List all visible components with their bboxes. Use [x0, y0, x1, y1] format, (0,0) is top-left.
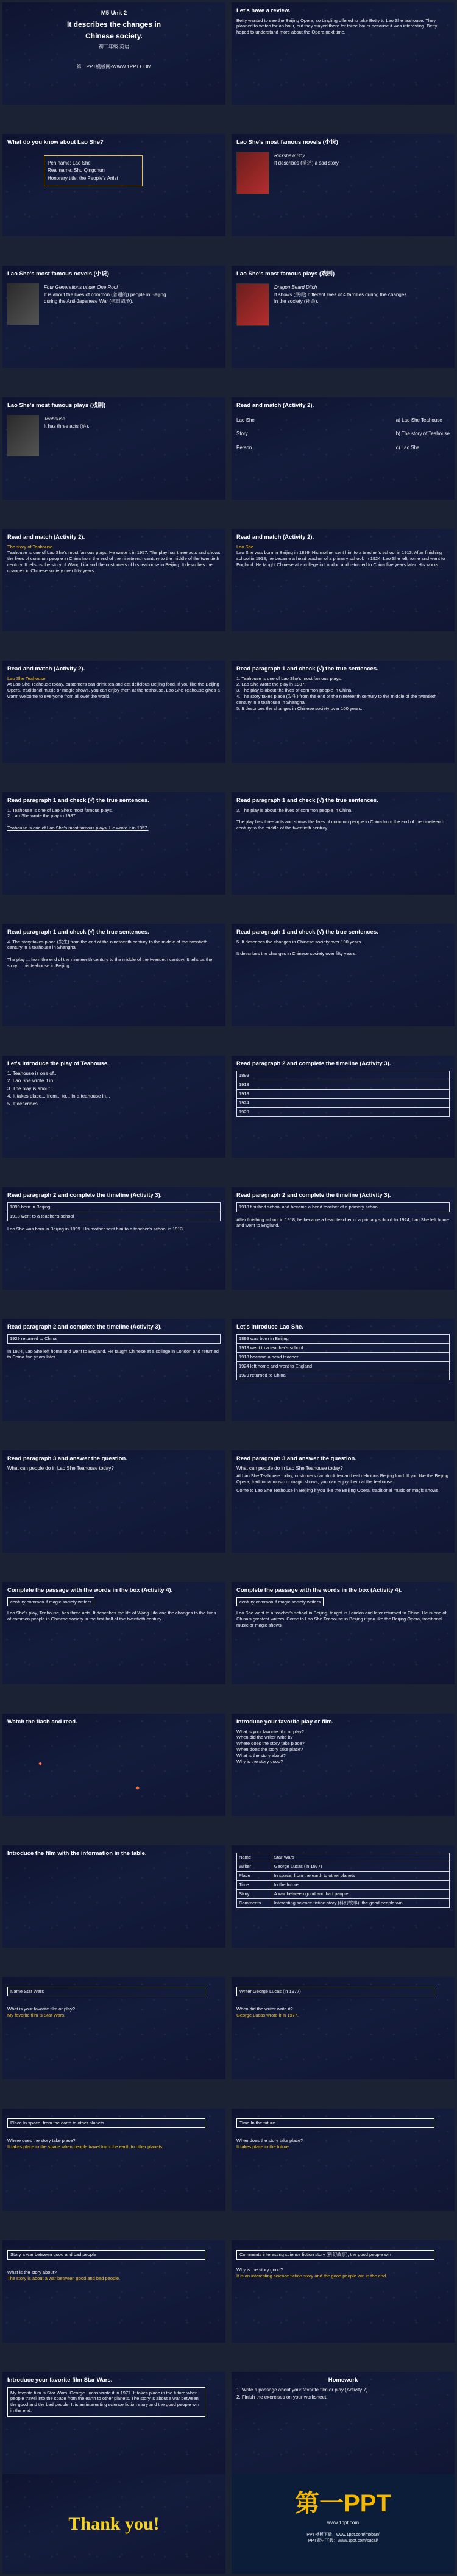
passage-text: Lao She was born in Beijing in 1899. His mother sent him to a teacher's school in 1913. After finishing school in 1918, he became a head teacher of a primary school. In 1924, Lao She left home and went to England. He taught Chinese at a college in London and returned to China five years later. His works... [236, 550, 445, 568]
answer-text: It takes place in the space when people travel from the earth to other planets. [7, 2143, 164, 2149]
slide-heading: Read paragraph 1 and check (√) the true sentences. [236, 665, 378, 672]
slide-film-name [2, 1977, 225, 2079]
slide-match-1 [232, 397, 455, 500]
passage-box [7, 2387, 205, 2418]
answer-text: The play has three acts and shows the lives of common people in China from the end of the nineteenth century to the middle of the twentieth century. [236, 819, 445, 831]
slide-heading: Introduce your favorite play or film. [236, 1719, 334, 1725]
passage-text: Lao She went to a teacher's school in Beijing, taught in London and later returned to China. He is one of China's greatest writers. Come to Lao She Teahouse in Beijing if you like the Beijing Opera, traditional music or magic shows. [236, 1610, 447, 1628]
question-item: When did the writer write it? [236, 1734, 293, 1740]
homework-item: 1. Write a passage about your favorite film or play (Activity 7). [236, 2386, 369, 2393]
book-desc: It has three acts (幕). [44, 424, 90, 430]
question-text: What is the story about? [7, 2269, 57, 2275]
slide-match-2 [2, 529, 225, 631]
timeline-table [7, 1334, 221, 1344]
answer-text: In 1924, Lao She left home and went to England. He taught Chinese at a college in London and returned to China five years later. [7, 1348, 219, 1360]
book-desc: It shows (展现) different lives of 4 families during the changes in the society (社会). [274, 292, 407, 304]
slide-film-writer [232, 1977, 455, 2079]
slide-star-wars [2, 2372, 225, 2474]
check-item[interactable]: 4. The story takes place (发生) from the end of the nineteenth century to the middle of the twentieth century in a teahouse in Shanghai. [7, 939, 208, 951]
film-row: Time In the future [236, 2118, 434, 2128]
answer-text: The play ... from the end of the nineteenth century to the middle of the twentieth century. It tells us the story ... his teahouse in Beijing. [7, 957, 213, 969]
timeline-row: 1913 went to a teacher's school [8, 1212, 221, 1221]
prompt-item: 3. The play is about... [7, 1085, 54, 1091]
slide-heading: Lao She's most famous novels (小说) [236, 139, 338, 146]
book-cover-image [236, 283, 269, 326]
table-cell: Story [237, 1890, 272, 1899]
check-item[interactable]: 2. Lao She wrote the play in 1987. [236, 681, 306, 687]
link-text[interactable]: PPT素材下载：www.1ppt.com/sucai/ [308, 2538, 378, 2543]
slide-heading: Read paragraph 3 and answer the question. [236, 1455, 356, 1462]
question-item: When does the story take place? [236, 1747, 303, 1753]
timeline-row: 1913 went to a teacher's school [237, 1343, 450, 1352]
timeline-row: 1924 left home and went to England [237, 1361, 450, 1371]
star-decoration [136, 1786, 140, 1790]
book-name: Dragon Beard Ditch [274, 284, 317, 290]
timeline-year: 1918 [237, 1089, 450, 1098]
slide-heading: Lao She's most famous novels (小说) [7, 271, 109, 277]
film-row: Name Star Wars [7, 1987, 205, 1996]
slide-heading: Read paragraph 1 and check (√) the true sentences. [236, 929, 378, 935]
film-row: Comments interesting science fiction story (科幻故事), the good people win [236, 2250, 434, 2260]
word-box: century common if magic society writers [7, 1597, 94, 1607]
slide-passage-1 [2, 1582, 225, 1684]
book-name: Four Generations under One Roof [44, 284, 118, 290]
slide-heading: Read and match (Activity 2). [7, 534, 85, 541]
timeline-year: 1899 [237, 1071, 450, 1080]
timeline-table [7, 1202, 221, 1221]
question-item: Why is the story good? [236, 1758, 283, 1764]
answer-text: The story is about a war between good and bad people. [7, 2275, 121, 2281]
match-target[interactable]: c) Lao She [395, 444, 420, 450]
slide-homework [232, 2372, 455, 2474]
slide-plays-1 [232, 266, 455, 368]
question-text: When did the writer write it? [236, 2006, 293, 2012]
slide-heading: Read paragraph 1 and check (√) the true sentences. [7, 797, 149, 804]
book-cover-image [7, 283, 39, 325]
book-desc: It describes (描述) a sad story. [274, 160, 340, 166]
slide-heading: Read paragraph 3 and answer the question. [7, 1455, 127, 1462]
slide-film-place [2, 2109, 225, 2211]
timeline-year: 1924 [237, 1098, 450, 1107]
slide-watch-flash [2, 1714, 225, 1816]
passage-text: My favorite film is Star Wars. George Lucas wrote it in 1977. It takes place in the future when people travel into the space from the earth to other planets. The story is about a war between the good and the bad people. It is an interesting science fiction story and the good people win in the end. [10, 2390, 199, 2414]
question-text: What can people do in Lao She Teahouse today? [7, 1465, 114, 1471]
timeline-row: 1918 became a head teacher [237, 1352, 450, 1361]
slide-match-4 [2, 661, 225, 763]
footer-text: 第一PPT模板网-WWW.1PPT.COM [76, 63, 152, 69]
question-text: Where does the story take place? [7, 2137, 76, 2143]
slide-novels-1 [232, 134, 455, 236]
prompt-item: 2. Lao She wrote it in... [7, 1078, 57, 1084]
slide-logo [232, 2474, 455, 2574]
check-item[interactable]: 1. Teahouse is one of Lao She's most famous plays. [7, 807, 113, 813]
slide-timeline-4 [2, 1319, 225, 1421]
match-item[interactable]: Lao She [236, 417, 255, 423]
film-table [236, 1853, 450, 1908]
slide-question-2 [232, 1450, 455, 1553]
check-item[interactable]: 5. It describes the changes in Chinese society over 100 years. [236, 705, 363, 711]
answer-text: It is an interesting science fiction story and the good people win in the end. [236, 2273, 388, 2279]
passage-text: Teahouse is one of Lao She's most famous plays. He wrote it in 1957. The play has three acts and shows the lives of common people in China from the end of the nineteenth century to the middle of the twentieth century. It tells us the story of Wang Lifa and the customers of his teahouse in Beijing. It describes the changes in Chinese society over fifty years. [7, 550, 221, 574]
pen-name: Pen name: Lao She [48, 160, 91, 166]
slide-heading: Read paragraph 2 and complete the timeline (Activity 3). [236, 1192, 391, 1199]
table-cell: Name [237, 1853, 272, 1862]
slide-plays-2 [2, 397, 225, 500]
thank-you-text: Thank you! [68, 2513, 160, 2534]
book-desc: It is about the lives of common (普通的) people in Beijing during the Anti-Japanese War (抗日战争). [44, 292, 166, 304]
answer-text: It describes the changes in Chinese society over fifty years. [236, 951, 357, 957]
slide-timeline-3 [232, 1187, 455, 1290]
slide-heading: Complete the passage with the words in the box (Activity 4). [236, 1587, 402, 1594]
match-item[interactable]: Person [236, 444, 252, 450]
unit-label: M5 Unit 2 [101, 10, 127, 16]
timeline-row: 1929 returned to China [8, 1334, 221, 1343]
slide-introduce-laoshe [232, 1319, 455, 1421]
prompt-item: 5. It describes... [7, 1101, 42, 1107]
slide-heading: Read paragraph 1 and check (√) the true sentences. [236, 797, 378, 804]
slide-introduce-film [2, 1845, 225, 1948]
slide-check-3 [232, 792, 455, 895]
match-item[interactable]: Story [236, 431, 248, 437]
homework-item: 2. Finish the exercises on your worksheet. [236, 2394, 328, 2400]
slide-heading: Let's introduce the play of Teahouse. [7, 1060, 109, 1067]
table-cell: A war between good and bad people [272, 1890, 449, 1899]
slide-thanks [2, 2474, 225, 2574]
question-text: When does the story take place? [236, 2137, 303, 2143]
table-cell: George Lucas (in 1977) [272, 1862, 449, 1872]
slide-heading: Watch the flash and read. [7, 1719, 77, 1725]
slide-title [2, 2, 225, 105]
match-target[interactable]: b) The story of Teahouse [395, 431, 450, 437]
slide-check-1 [232, 661, 455, 763]
prompt-item: 1. Teahouse is one of... [7, 1070, 58, 1076]
passage-label: Lao She [236, 544, 253, 550]
title-line-2: Chinese society. [85, 32, 143, 41]
question-text: Why is the story good? [236, 2266, 283, 2273]
table-cell: Interesting science fiction story (科幻故事), the good people win [272, 1899, 449, 1908]
film-row: Place In space, from the earth to other planets [7, 2118, 205, 2128]
timeline-table [236, 1334, 450, 1380]
link-text[interactable]: PPT模板下载：www.1ppt.com/moban/ [306, 2533, 380, 2538]
book-cover-image [236, 152, 269, 194]
slide-heading: Read paragraph 2 and complete the timeline (Activity 3). [236, 1060, 391, 1067]
slide-check-2 [2, 792, 225, 895]
table-cell: In space, from the earth to other planets [272, 1872, 449, 1881]
film-row: Writer George Lucas (in 1977) [236, 1987, 434, 1996]
answer-text: After finishing school in 1918, he became a head teacher of a primary school. In 1924, Lao She left home and went to England. [236, 1216, 449, 1229]
timeline-year: 1929 [237, 1107, 450, 1116]
question-text: What is your favorite film or play? [7, 2006, 75, 2012]
slide-heading: Complete the passage with the words in the box (Activity 4). [7, 1587, 173, 1594]
slide-heading: Introduce the film with the information in the table. [7, 1850, 147, 1857]
slide-heading: Introduce your favorite film Star Wars. [7, 2377, 113, 2383]
passage-text: Lao She's play, Teahouse, has three acts. It describes the life of Wang Lifa and the changes to the lives of common people in Chinese society in the first half of the twentieth century. [7, 1610, 216, 1622]
table-cell: In the future [272, 1881, 449, 1890]
slide-check-4 [2, 924, 225, 1026]
table-cell: Place [237, 1872, 272, 1881]
answer-text: George Lucas wrote it in 1977. [236, 2012, 299, 2018]
timeline-table [236, 1071, 450, 1117]
answer-text: Teahouse is one of Lao She's most famous plays. He wrote it in 1957. [7, 825, 149, 831]
slide-match-3 [232, 529, 455, 631]
book-name: Teahouse [44, 416, 65, 422]
slide-film-comments [232, 2240, 455, 2343]
answer-text: It takes place in the future. [236, 2143, 290, 2149]
slide-heading: What do you know about Lao She? [7, 139, 104, 146]
slide-novels-2 [2, 266, 225, 368]
slide-check-5 [232, 924, 455, 1026]
slide-heading: Read paragraph 1 and check (√) the true sentences. [7, 929, 149, 935]
slide-review [232, 2, 455, 105]
slide-heading: Read and match (Activity 2). [7, 665, 85, 672]
slide-heading: Read paragraph 2 and complete the timeline (Activity 3). [7, 1192, 162, 1199]
review-text: Betty wanted to see the Beijing Opera, so Lingling offered to take Betty to Lao She teahouse. They planned to watch for an hour, but they stayed there for three hours because it was interesting. Betty hoped to understand more about the Opera next time. [236, 17, 438, 35]
slide-heading: Read and match (Activity 2). [236, 402, 314, 409]
title-line-1: It describes the changes in [66, 20, 161, 29]
check-item[interactable]: 1. Teahouse is one of Lao She's most famous plays. [236, 675, 342, 681]
timeline-row: 1929 returned to China [237, 1371, 450, 1380]
book-name: Rickshaw Boy [274, 152, 305, 158]
question-item: Where does the story take place? [236, 1740, 305, 1747]
slide-heading: Let's have a review. [236, 7, 291, 14]
slide-film-time [232, 2109, 455, 2211]
slide-timeline-2 [2, 1187, 225, 1290]
slide-heading: Lao She's most famous plays (戏剧) [236, 271, 335, 277]
slide-heading: Lao She's most famous plays (戏剧) [7, 402, 106, 409]
match-target[interactable]: a) Lao She Teahouse [395, 417, 442, 423]
star-decoration [38, 1762, 42, 1765]
subtitle: 初二年级 英语 [98, 44, 130, 50]
slide-favorite-film [232, 1714, 455, 1816]
slide-heading: Let's introduce Lao She. [236, 1324, 303, 1330]
timeline-year: 1913 [237, 1080, 450, 1089]
passage-text: At Lao She Teahouse today, customers can drink tea and eat delicious Beijing food. If you like the Beijing Opera, traditional music or magic shows, you can enjoy them at the teahouse. Lao She Teahouse gives a warm welcome to everyone from all over the world. [7, 681, 220, 700]
passage-label: Lao She Teahouse [7, 675, 46, 681]
timeline-row: 1899 was born in Beijing [237, 1334, 450, 1343]
honorary-title: Honorary title: the People's Artist [48, 175, 118, 181]
timeline-row: 1918 finished school and became a head teacher of a primary school [237, 1202, 450, 1212]
slide-film-table [232, 1845, 455, 1948]
answer-text-2: Come to Lao She Teahouse in Beijing if you like the Beijing Opera, traditional music or magic shows. [236, 1487, 440, 1493]
slide-heading: Homework [328, 2377, 358, 2383]
slide-heading: Read and match (Activity 2). [236, 534, 314, 541]
check-item[interactable]: 5. It describes the changes in Chinese society over 100 years. [236, 939, 363, 945]
word-box: century common if magic society writers [236, 1597, 324, 1607]
timeline-row: 1899 born in Beijing [8, 1202, 221, 1212]
real-name: Real name: Shu Qingchun [48, 168, 105, 174]
prompt-item: 4. It takes place... from... to... in a teahouse in... [7, 1093, 110, 1099]
check-item[interactable]: 3. The play is about the lives of common people in China. [236, 687, 353, 694]
slide-know-laoshe [2, 134, 225, 236]
logo-url[interactable]: www.1ppt.com [327, 2519, 360, 2525]
timeline-table [236, 1202, 450, 1212]
slide-question-1 [2, 1450, 225, 1553]
answer-text: At Lao She Teahouse today, customers can drink tea and eat delicious Beijing food. If you like the Beijing Opera, traditional music or magic shows, you can enjoy them at the teahouse. [236, 1473, 448, 1485]
book-cover-image [7, 415, 39, 456]
check-item[interactable]: 2. Lao She wrote the play in 1987. [7, 813, 77, 819]
check-item[interactable]: 4. The story takes place (发生) from the end of the nineteenth century to the middle of the twentieth century in a teahouse in Shanghai. [236, 694, 437, 706]
slide-introduce-play [2, 1056, 225, 1158]
question-item: What is your favorite film or play? [236, 1728, 304, 1734]
table-cell: Star Wars [272, 1853, 449, 1862]
slide-heading: Read paragraph 2 and complete the timeline (Activity 3). [7, 1324, 162, 1330]
table-cell: Time [237, 1881, 272, 1890]
slide-film-story [2, 2240, 225, 2343]
question-text: What can people do in Lao She Teahouse today? [236, 1465, 343, 1471]
check-item[interactable]: 3. The play is about the lives of common people in China. [236, 807, 353, 813]
answer-text: My favorite film is Star Wars. [7, 2012, 66, 2018]
question-item: What is the story about? [236, 1753, 286, 1759]
ppt-logo: 第一PPT [295, 2490, 391, 2517]
slide-passage-2 [232, 1582, 455, 1684]
answer-text: Lao She was born in Beijing in 1899. His mother sent him to a teacher's school in 1913. [7, 1226, 184, 1232]
passage-label: The story of Teahouse [7, 544, 53, 550]
film-row: Story a war between good and bad people [7, 2250, 205, 2260]
table-cell: Comments [237, 1899, 272, 1908]
table-cell: Writer [237, 1862, 272, 1872]
slide-timeline-1 [232, 1056, 455, 1158]
